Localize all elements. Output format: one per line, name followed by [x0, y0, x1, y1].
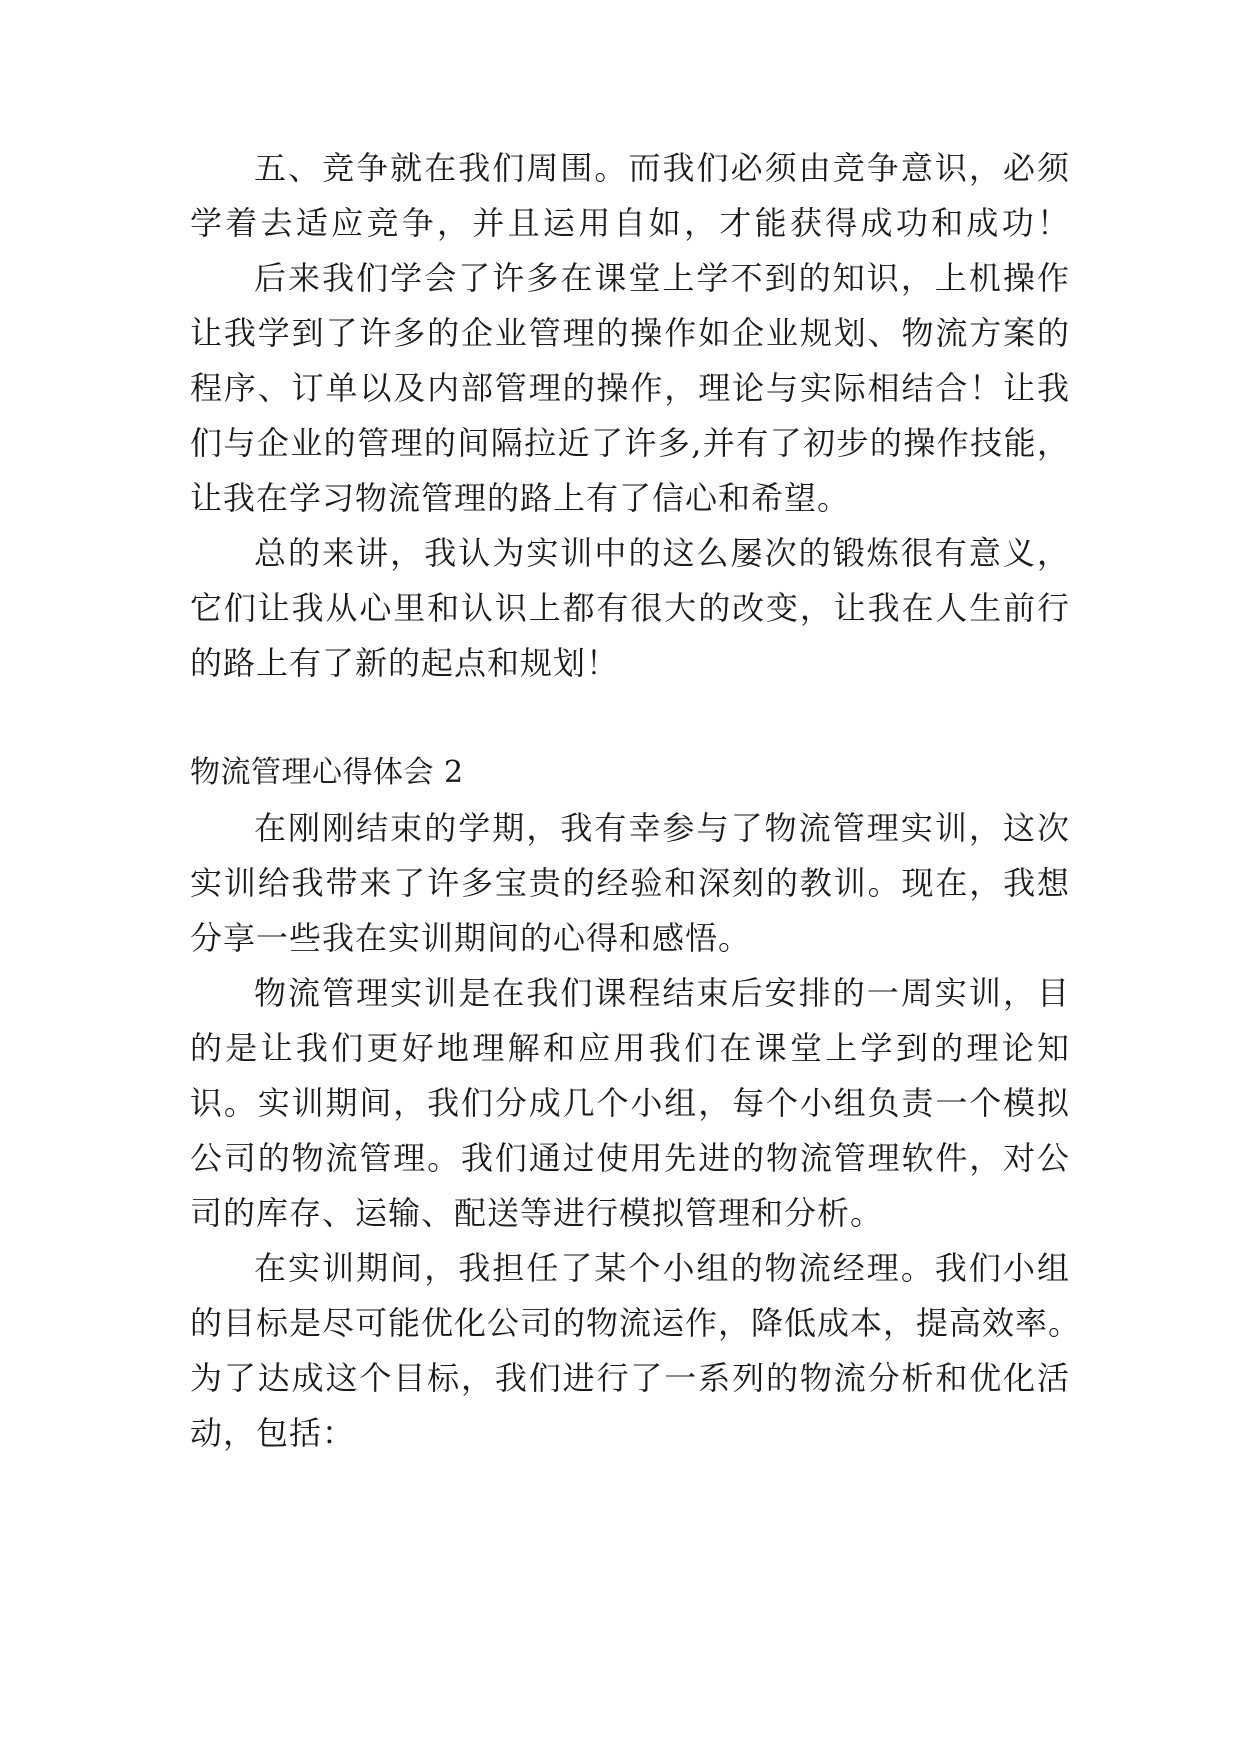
- paragraph-line: 实训给我带来了许多宝贵的经验和深刻的教训。现在，我想: [190, 864, 1070, 902]
- paragraph-line: 的路上有了新的起点和规划！: [190, 644, 620, 682]
- paragraph-line: 公司的物流管理。我们通过使用先进的物流管理软件，对公: [190, 1139, 1070, 1177]
- paragraph-line: 后来我们学会了许多在课堂上学不到的知识，上机操作: [254, 259, 1070, 297]
- paragraph-line: 它们让我从心里和认识上都有很大的改变，让我在人生前行: [190, 589, 1070, 627]
- paragraph-line: 五、竞争就在我们周围。而我们必须由竞争意识，必须: [254, 149, 1070, 187]
- paragraph-line: 学着去适应竞争，并且运用自如，才能获得成功和成功！: [190, 204, 1070, 242]
- paragraph-line: 们与企业的管理的间隔拉近了许多,并有了初步的操作技能，: [190, 424, 1070, 462]
- paragraph-line: 在刚刚结束的学期，我有幸参与了物流管理实训，这次: [254, 809, 1070, 847]
- paragraph-line: 让我在学习物流管理的路上有了信心和希望。: [190, 479, 851, 517]
- paragraph-line: 为了达成这个目标，我们进行了一系列的物流分析和优化活: [190, 1359, 1070, 1397]
- paragraph-line: 程序、订单以及内部管理的操作，理论与实际相结合！让我: [190, 369, 1070, 407]
- paragraph-line: 动，包括：: [190, 1414, 356, 1452]
- paragraph-line: 分享一些我在实训期间的心得和感悟。: [190, 919, 752, 957]
- paragraph-line: 让我学到了许多的企业管理的操作如企业规划、物流方案的: [190, 314, 1070, 352]
- paragraph-line: 在实训期间，我担任了某个小组的物流经理。我们小组: [254, 1249, 1070, 1287]
- paragraph-line: 识。实训期间，我们分成几个小组，每个小组负责一个模拟: [190, 1084, 1070, 1122]
- paragraph-line: 总的来讲，我认为实训中的这么屡次的锻炼很有意义，: [254, 534, 1070, 572]
- section-title: 物流管理心得体会 2: [190, 755, 464, 790]
- paragraph-line: 的目标是尽可能优化公司的物流运作，降低成本，提高效率。: [190, 1304, 1082, 1342]
- paragraph-line: 的是让我们更好地理解和应用我们在课堂上学到的理论知: [190, 1029, 1070, 1067]
- paragraph-line: 司的库存、运输、配送等进行模拟管理和分析。: [190, 1194, 884, 1232]
- paragraph-line: 物流管理实训是在我们课程结束后安排的一周实训，目: [254, 974, 1070, 1012]
